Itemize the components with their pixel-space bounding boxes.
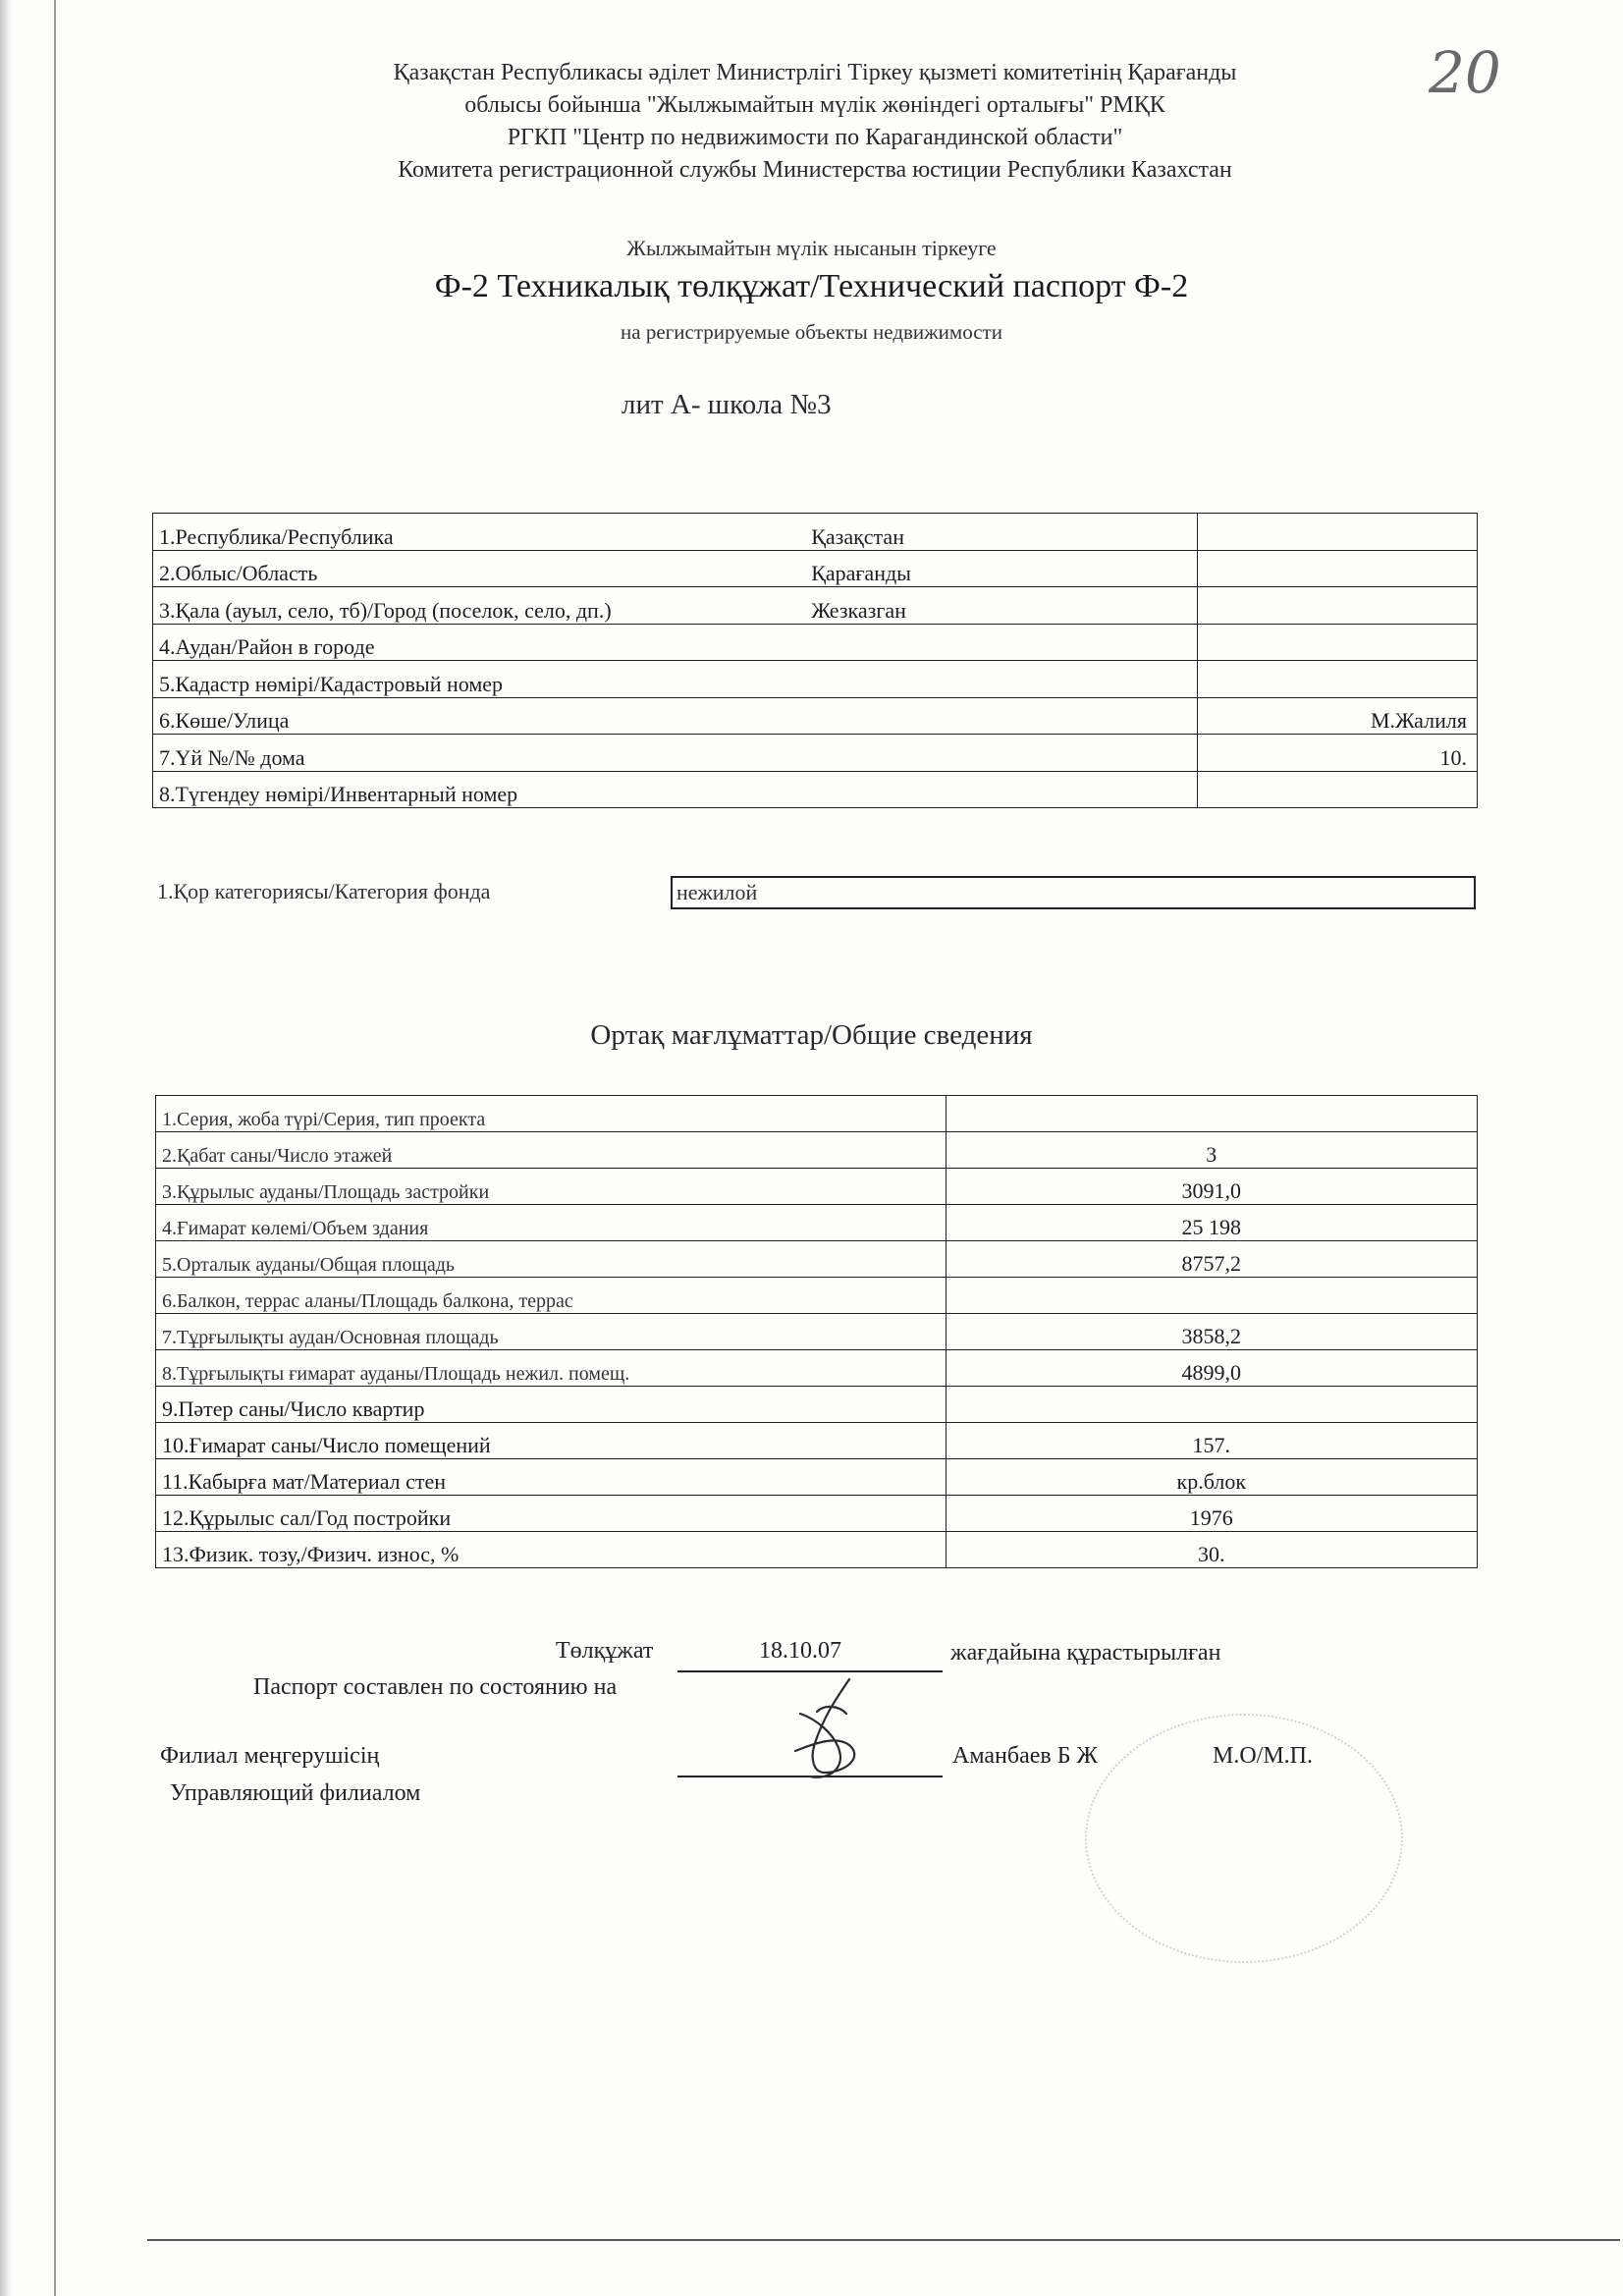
address-value [1198,624,1478,661]
general-info-row [156,1423,1478,1459]
general-info-value [946,1096,1477,1132]
general-info-row [156,1314,1478,1350]
general-info-label: 5.Орталык ауданы/Общая площадь [156,1241,947,1278]
general-info-value [946,1387,1477,1423]
address-label: 6.Көше/Улица [153,697,806,735]
general-info-label: 9.Пәтер саны/Число квартир [156,1387,947,1423]
address-label: 2.Облыс/Область [153,550,806,587]
header-line-3: РГКП "Центр по недвижимости по Карагандинской области" [507,125,1123,150]
address-value [1198,661,1478,698]
header-line-1: Қазақстан Республикасы әділет Министрлігі Тіркеу қызметі комитетінің Қарағанды [393,60,1237,85]
document-title: Ф-2 Техникалық төлқұжат/Технический паспорт Ф-2 [434,268,1189,304]
general-info-label: 6.Балкон, террас аланы/Площадь балкона, террас [156,1278,947,1314]
general-info-value: 1976 [946,1496,1477,1532]
manager-kz-label: Филиал меңгерушісің [160,1743,380,1769]
address-mid-value [805,661,1198,698]
scan-edge-line-2 [147,2239,1620,2241]
address-mid-value [805,697,1198,735]
general-info-label: 7.Тұрғылықты аудан/Основная площадь [156,1314,947,1350]
document-title-note: на регистрируемые объекты недвижимости [621,320,1002,344]
general-info-value: 30. [946,1532,1477,1568]
general-info-value: 3858,2 [946,1314,1477,1350]
compiled-kz-label: жағдайына құрастырылған [950,1640,1221,1666]
general-info-value: 3 [946,1132,1477,1169]
address-row [153,771,1478,807]
general-info-row [156,1132,1478,1169]
passport-kz-label: Төлқұжат [556,1638,654,1664]
general-info-table [155,1095,1478,1568]
general-info-value [946,1278,1477,1314]
general-info-value: кр.блок [946,1459,1477,1496]
general-info-row [156,1387,1478,1423]
general-info-value: 3091,0 [946,1169,1477,1205]
general-info-row [156,1205,1478,1241]
address-label: 5.Кадастр нөмірі/Кадастровый номер [153,661,806,698]
address-label: 4.Аудан/Район в городе [153,624,806,661]
general-info-row [156,1169,1478,1205]
address-label: 7.Үй №/№ дома [153,735,806,772]
object-name: лит А- школа №3 [622,389,832,420]
general-info-row [156,1532,1478,1568]
address-mid-value [805,735,1198,772]
document-subtitle: Жылжымайтын мүлік нысанын тіркеуге [626,236,997,260]
fund-category-value: нежилой [671,876,1476,909]
header-line-4: Комитета регистрационной службы Министерства юстиции Республики Казахстан [398,157,1232,183]
general-info-label: 4.Ғимарат көлемі/Объем здания [156,1205,947,1241]
address-label: 1.Республика/Республика [153,514,806,551]
address-row [153,661,1478,698]
general-info-row [156,1278,1478,1314]
general-info-row [156,1241,1478,1278]
date-underline [677,1670,943,1672]
general-info-value: 157. [946,1423,1477,1459]
address-value [1198,587,1478,625]
general-info-row [156,1459,1478,1496]
general-info-value: 4899,0 [946,1350,1477,1387]
general-info-row [156,1496,1478,1532]
general-info-label: 3.Құрылыс ауданы/Площадь застройки [156,1169,947,1205]
issuer-header [295,57,1335,187]
general-info-label: 11.Кабырға мат/Материал стен [156,1459,947,1496]
passport-date: 18.10.07 [759,1638,841,1664]
general-info-label: 10.Ғимарат саны/Число помещений [156,1423,947,1459]
address-row [153,514,1478,551]
general-info-title: Ортақ мағлұматтар/Общие сведения [590,1019,1033,1051]
seal-place-label: М.О/М.П. [1213,1743,1314,1769]
address-mid-value: Қазақстан [805,514,1198,551]
address-mid-value [805,771,1198,807]
signature-mark [756,1674,903,1792]
manager-ru-label: Управляющий филиалом [170,1780,421,1806]
faded-seal-stamp [1085,1714,1403,1963]
header-line-2: облысы бойынша "Жылжымайтын мүлік жөніндегі орталығы" РМҚК [464,92,1165,118]
address-row [153,550,1478,587]
address-table [152,513,1478,808]
general-info-row [156,1350,1478,1387]
manager-name: Аманбаев Б Ж [952,1743,1098,1769]
handwritten-page-number: 20 [1429,39,1501,106]
general-info-value: 8757,2 [946,1241,1477,1278]
address-row [153,697,1478,735]
compiled-ru-label: Паспорт составлен по состоянию на [253,1674,618,1700]
address-value [1198,550,1478,587]
address-row [153,587,1478,625]
general-info-value: 25 198 [946,1205,1477,1241]
address-mid-value: Қарағанды [805,550,1198,587]
address-value: 10. [1198,735,1478,772]
address-label: 8.Түгендеу нөмірі/Инвентарный номер [153,771,806,807]
general-info-label: 8.Тұрғылықты ғимарат ауданы/Площадь нежил. помещ. [156,1350,947,1387]
address-value [1198,771,1478,807]
address-value [1198,514,1478,551]
address-value: М.Жалиля [1198,697,1478,735]
general-info-row [156,1096,1478,1132]
address-row [153,624,1478,661]
address-row [153,735,1478,772]
general-info-label: 2.Қабат саны/Число этажей [156,1132,947,1169]
address-mid-value: Жезказган [805,587,1198,625]
fund-category-label: 1.Қор категориясы/Категория фонда [157,879,491,903]
general-info-label: 13.Физик. тозу,/Физич. износ, % [156,1532,947,1568]
general-info-label: 12.Құрылыс сал/Год постройки [156,1496,947,1532]
address-label: 3.Қала (ауыл, село, тб)/Город (поселок, село, дп.) [153,587,806,625]
general-info-label: 1.Серия, жоба түрі/Серия, тип проекта [156,1096,947,1132]
address-mid-value [805,624,1198,661]
